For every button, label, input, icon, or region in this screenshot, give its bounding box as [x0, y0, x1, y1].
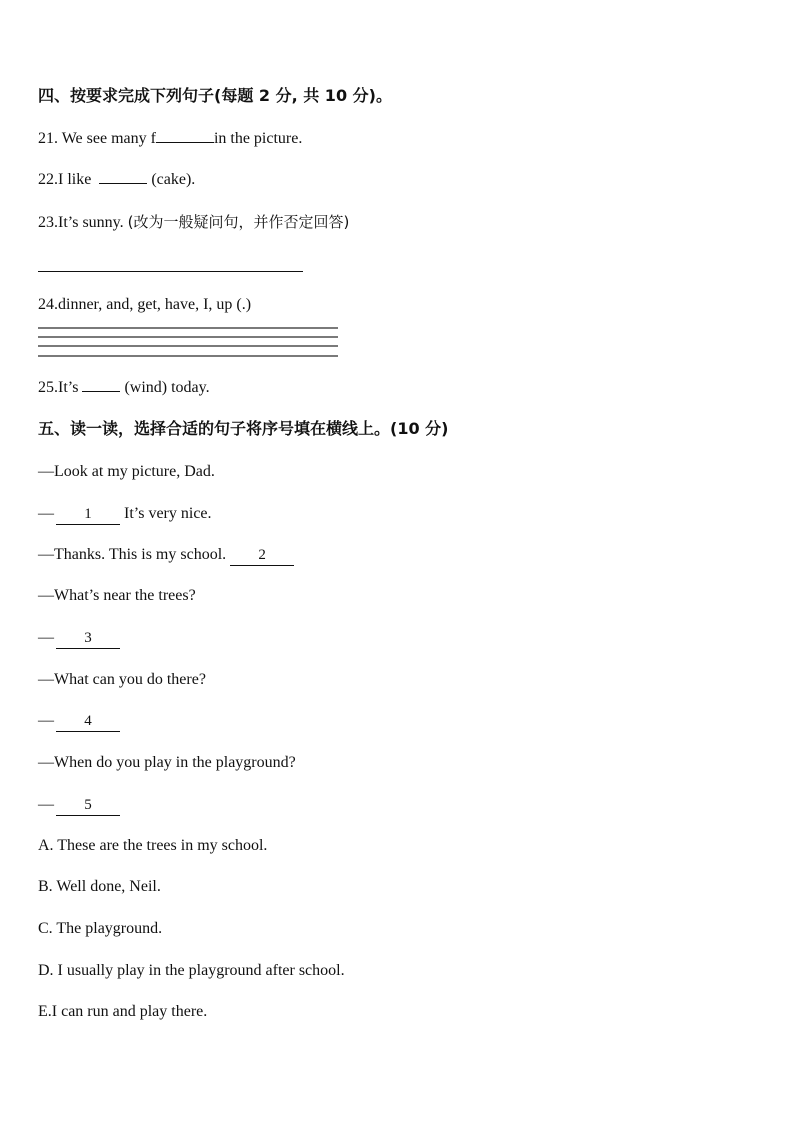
question-number: 25.	[38, 379, 58, 396]
dialogue-text: What can you do there?	[54, 671, 206, 688]
question-text: We see many f	[58, 130, 156, 147]
dialogue-line	[38, 545, 294, 566]
dialogue-line	[38, 753, 296, 773]
question-22	[38, 170, 195, 190]
question-number: 22.	[38, 171, 58, 188]
answer-line[interactable]	[38, 271, 303, 272]
question-number: 23.	[38, 214, 58, 231]
dialogue-dash: —	[38, 712, 54, 729]
dialogue-line	[38, 586, 196, 606]
question-24	[38, 295, 251, 315]
question-text: I like	[58, 171, 96, 188]
dialogue-dash: —	[38, 754, 54, 771]
option-c: C. The playground.	[38, 920, 163, 937]
question-instruction: (改为一般疑问句，并作否定回答)	[127, 213, 350, 231]
question-21	[38, 129, 302, 149]
dialogue-text: What’s near the trees?	[54, 587, 196, 604]
dialogue-dash: —	[38, 505, 54, 522]
fill-blank[interactable]	[99, 183, 147, 184]
question-text: in the picture.	[213, 130, 303, 147]
dialogue-text: When do you play in the playground?	[54, 754, 296, 771]
dialogue-text: Look at my picture, Dad.	[54, 463, 215, 480]
question-23	[38, 212, 349, 233]
question-number: 21.	[38, 130, 58, 147]
dialogue-dash: —	[38, 463, 54, 480]
dialogue-line	[38, 670, 206, 690]
option-a: A. These are the trees in my school.	[38, 837, 268, 854]
section-4-heading: 四、按要求完成下列句子(每题 2 分, 共 10 分)。	[38, 86, 392, 105]
question-text: (wind) today.	[120, 379, 210, 396]
fill-blank[interactable]	[156, 142, 214, 143]
question-text: (cake).	[147, 171, 196, 188]
answer-blank[interactable]: 2	[230, 545, 294, 566]
dialogue-dash: —	[38, 671, 54, 688]
dialogue-line	[38, 628, 120, 649]
answer-blank[interactable]: 3	[56, 628, 120, 649]
dialogue-dash: —	[38, 629, 54, 646]
dialogue-dash: —	[38, 587, 54, 604]
writing-rule[interactable]	[38, 355, 338, 357]
question-text: dinner, and, get, have, I, up (.)	[58, 296, 252, 313]
writing-rule[interactable]	[38, 327, 338, 329]
fill-blank[interactable]	[82, 391, 120, 392]
question-25	[38, 378, 210, 398]
writing-rule[interactable]	[38, 345, 338, 347]
dialogue-text: Thanks. This is my school.	[54, 546, 231, 563]
answer-blank[interactable]: 4	[56, 711, 120, 732]
dialogue-text: It’s very nice.	[120, 505, 212, 522]
question-number: 24.	[38, 296, 58, 313]
question-text: It’s sunny.	[58, 214, 128, 231]
writing-rule[interactable]	[38, 336, 338, 338]
section-5-heading: 五、读一读，选择合适的句子将序号填在横线上。(10 分)	[38, 419, 449, 438]
option-b: B. Well done, Neil.	[38, 878, 161, 895]
dialogue-line	[38, 462, 215, 482]
option-d: D. I usually play in the playground after school.	[38, 962, 345, 979]
dialogue-dash: —	[38, 546, 54, 563]
dialogue-dash: —	[38, 796, 54, 813]
dialogue-line	[38, 795, 120, 816]
dialogue-line	[38, 711, 120, 732]
question-text: It’s	[58, 379, 83, 396]
option-e: E.I can run and play there.	[38, 1003, 208, 1020]
answer-blank[interactable]: 5	[56, 795, 120, 816]
dialogue-line	[38, 504, 212, 525]
answer-blank[interactable]: 1	[56, 504, 120, 525]
